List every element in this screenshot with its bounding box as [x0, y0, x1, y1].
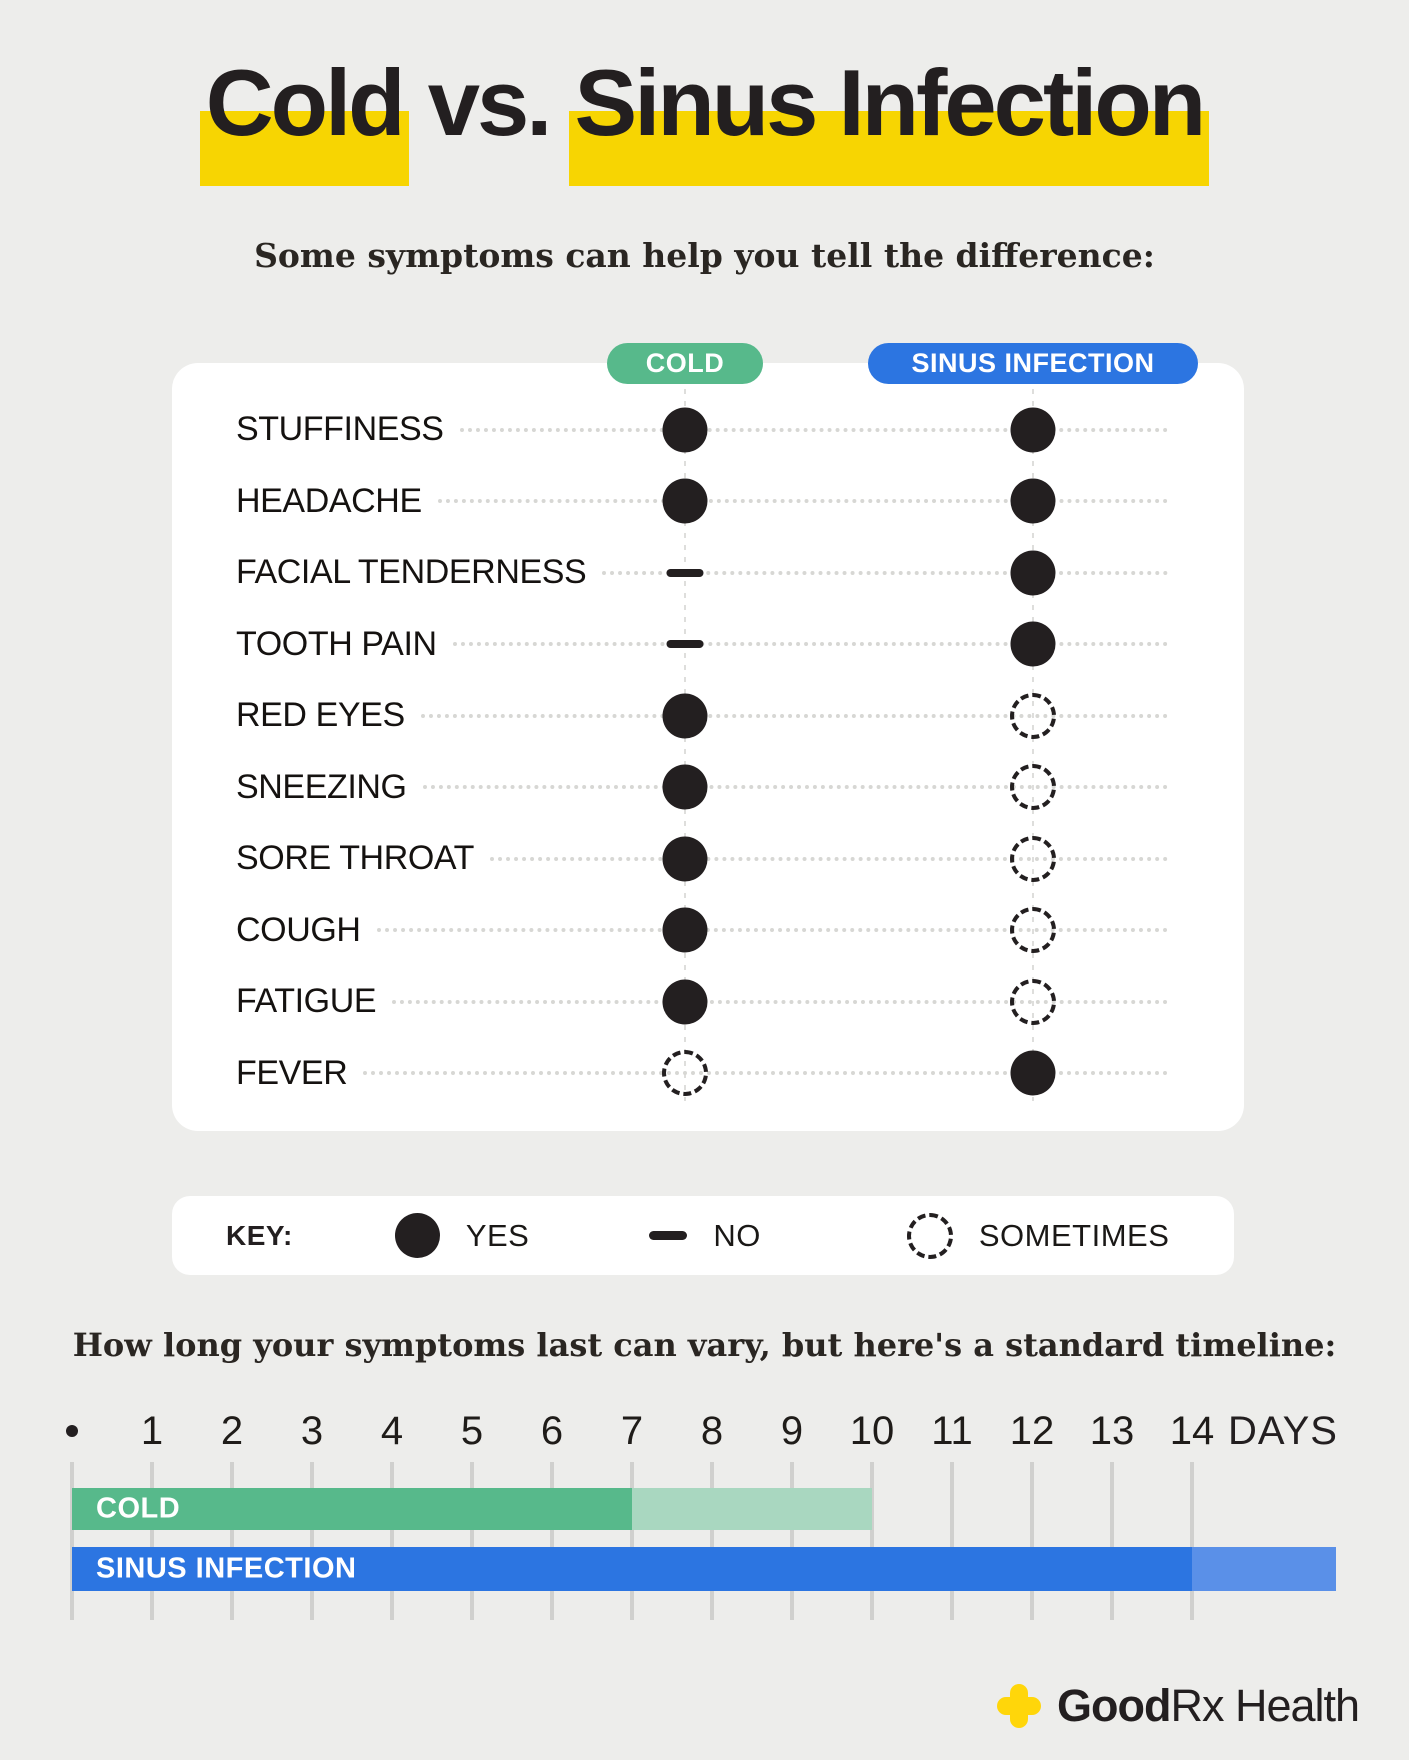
key-item-sometimes — [907, 1213, 1170, 1259]
axis-tick-label: 1 — [140, 1409, 164, 1453]
table-row — [172, 680, 1244, 752]
table-row — [172, 1038, 1244, 1110]
cold-marker-yes-icon — [663, 908, 708, 953]
table-row — [172, 966, 1244, 1038]
cold-marker-no-icon — [667, 640, 704, 648]
timeline-heading: How long your symptoms last can vary, but here's a standard timeline: — [72, 1326, 1337, 1364]
key-title: KEY: — [226, 1219, 293, 1251]
axis-tick-label: 5 — [460, 1409, 484, 1453]
gridline — [150, 1462, 154, 1620]
page-title — [0, 50, 1409, 155]
gridline — [710, 1462, 714, 1620]
gridline — [1030, 1462, 1034, 1620]
axis-tick-label: 13 — [1089, 1409, 1135, 1453]
cold-marker-yes-icon — [663, 979, 708, 1024]
sinus-marker-sometimes-icon — [1010, 693, 1056, 739]
timeline-bar-cold — [72, 1488, 872, 1530]
title-highlight-cold: Cold — [205, 50, 403, 155]
axis-tick-label: 2 — [220, 1409, 244, 1453]
symptom-label: FEVER — [236, 1053, 348, 1092]
sinus-marker-yes-icon — [1011, 622, 1056, 667]
day-zero-bullet-icon — [66, 1425, 78, 1437]
gridline — [470, 1462, 474, 1620]
gridline — [390, 1462, 394, 1620]
comparison-card — [172, 348, 1244, 1131]
timeline-chart — [0, 1405, 1409, 1645]
logo-word-good: Good — [1057, 1680, 1171, 1731]
timeline-bar-sinus — [72, 1547, 1336, 1591]
cold-marker-no-icon — [667, 569, 704, 577]
gridline — [790, 1462, 794, 1620]
symptom-label: COUGH — [236, 910, 361, 949]
sometimes-symbol-icon — [907, 1213, 953, 1259]
symptom-label: FACIAL TENDERNESS — [236, 553, 587, 592]
gridline — [230, 1462, 234, 1620]
gridline — [550, 1462, 554, 1620]
key-card — [172, 1196, 1234, 1275]
bar-label: SINUS INFECTION — [96, 1552, 357, 1585]
axis-tick-label: 6 — [540, 1409, 564, 1453]
dotted-leader-line — [453, 642, 1168, 646]
key-item-label: SOMETIMES — [978, 1217, 1170, 1253]
table-row — [172, 466, 1244, 538]
cold-marker-yes-icon — [663, 479, 708, 524]
key-item-label: NO — [713, 1217, 761, 1253]
title-middle: vs. — [404, 50, 573, 155]
symptom-label: RED EYES — [236, 696, 405, 735]
key-item-yes — [395, 1213, 530, 1258]
cold-marker-yes-icon — [663, 693, 708, 738]
dotted-leader-line — [438, 499, 1168, 503]
table-row — [172, 895, 1244, 967]
dotted-leader-line — [490, 857, 1168, 861]
sinus-marker-sometimes-icon — [1010, 979, 1056, 1025]
gridline — [70, 1462, 74, 1620]
symptom-label: SNEEZING — [236, 767, 407, 806]
dotted-leader-line — [423, 785, 1168, 789]
sinus-marker-yes-icon — [1011, 407, 1056, 452]
bar-label: COLD — [96, 1492, 181, 1525]
subtitle: Some symptoms can help you tell the difference: — [254, 236, 1155, 275]
yes-symbol-icon — [395, 1213, 440, 1258]
axis-tick-label: 3 — [300, 1409, 324, 1453]
gridline — [950, 1462, 954, 1620]
symptom-label: TOOTH PAIN — [236, 624, 437, 663]
sinus-marker-yes-icon — [1011, 550, 1056, 595]
gridline — [310, 1462, 314, 1620]
symptom-label: STUFFINESS — [236, 410, 444, 449]
axis-tick-label: 14 — [1169, 1409, 1215, 1453]
logo-word-health: Health — [1223, 1680, 1360, 1731]
table-row — [172, 752, 1244, 824]
dotted-leader-line — [460, 428, 1168, 432]
axis-tick-label: 8 — [700, 1409, 724, 1453]
gridline — [870, 1462, 874, 1620]
symptom-label: HEADACHE — [236, 481, 422, 520]
axis-tick-label: 12 — [1009, 1409, 1055, 1453]
sinus-marker-sometimes-icon — [1010, 836, 1056, 882]
column-header-cold: COLD — [607, 343, 763, 384]
gridline — [1110, 1462, 1114, 1620]
sinus-marker-sometimes-icon — [1010, 764, 1056, 810]
bar-segment-extended — [632, 1488, 872, 1530]
bar-segment-extended — [1192, 1547, 1336, 1591]
key-item-label: YES — [465, 1217, 530, 1253]
logo-word-rx: Rx — [1170, 1680, 1224, 1731]
axis-tick-label: 10 — [849, 1409, 895, 1453]
sinus-marker-yes-icon — [1011, 1051, 1056, 1096]
symptom-label: FATIGUE — [236, 982, 377, 1021]
axis-tick-label: 11 — [931, 1409, 973, 1453]
axis-tick-label: 9 — [780, 1409, 804, 1453]
cold-marker-sometimes-icon — [662, 1050, 708, 1096]
axis-tick-label: 7 — [620, 1409, 644, 1453]
sinus-marker-yes-icon — [1011, 479, 1056, 524]
goodrx-health-logo — [997, 1680, 1359, 1732]
table-row — [172, 394, 1244, 466]
sinus-marker-sometimes-icon — [1010, 907, 1056, 953]
cold-marker-yes-icon — [663, 765, 708, 810]
column-header-sinus: SINUS INFECTION — [868, 343, 1198, 384]
symptom-label: SORE THROAT — [236, 839, 475, 878]
axis-unit-label: DAYS — [1228, 1409, 1338, 1453]
plus-cross-icon — [997, 1684, 1041, 1728]
no-symbol-icon — [649, 1231, 687, 1240]
cold-marker-yes-icon — [663, 407, 708, 452]
table-row — [172, 823, 1244, 895]
logo-text — [1057, 1680, 1359, 1732]
axis-tick-label: 4 — [380, 1409, 404, 1453]
cold-marker-yes-icon — [663, 836, 708, 881]
gridline — [630, 1462, 634, 1620]
symptom-rows — [172, 394, 1244, 1109]
title-highlight-sinus: Sinus Infection — [574, 50, 1204, 155]
key-item-no — [649, 1218, 761, 1254]
gridline — [1190, 1462, 1194, 1620]
table-row — [172, 537, 1244, 609]
table-row — [172, 609, 1244, 681]
